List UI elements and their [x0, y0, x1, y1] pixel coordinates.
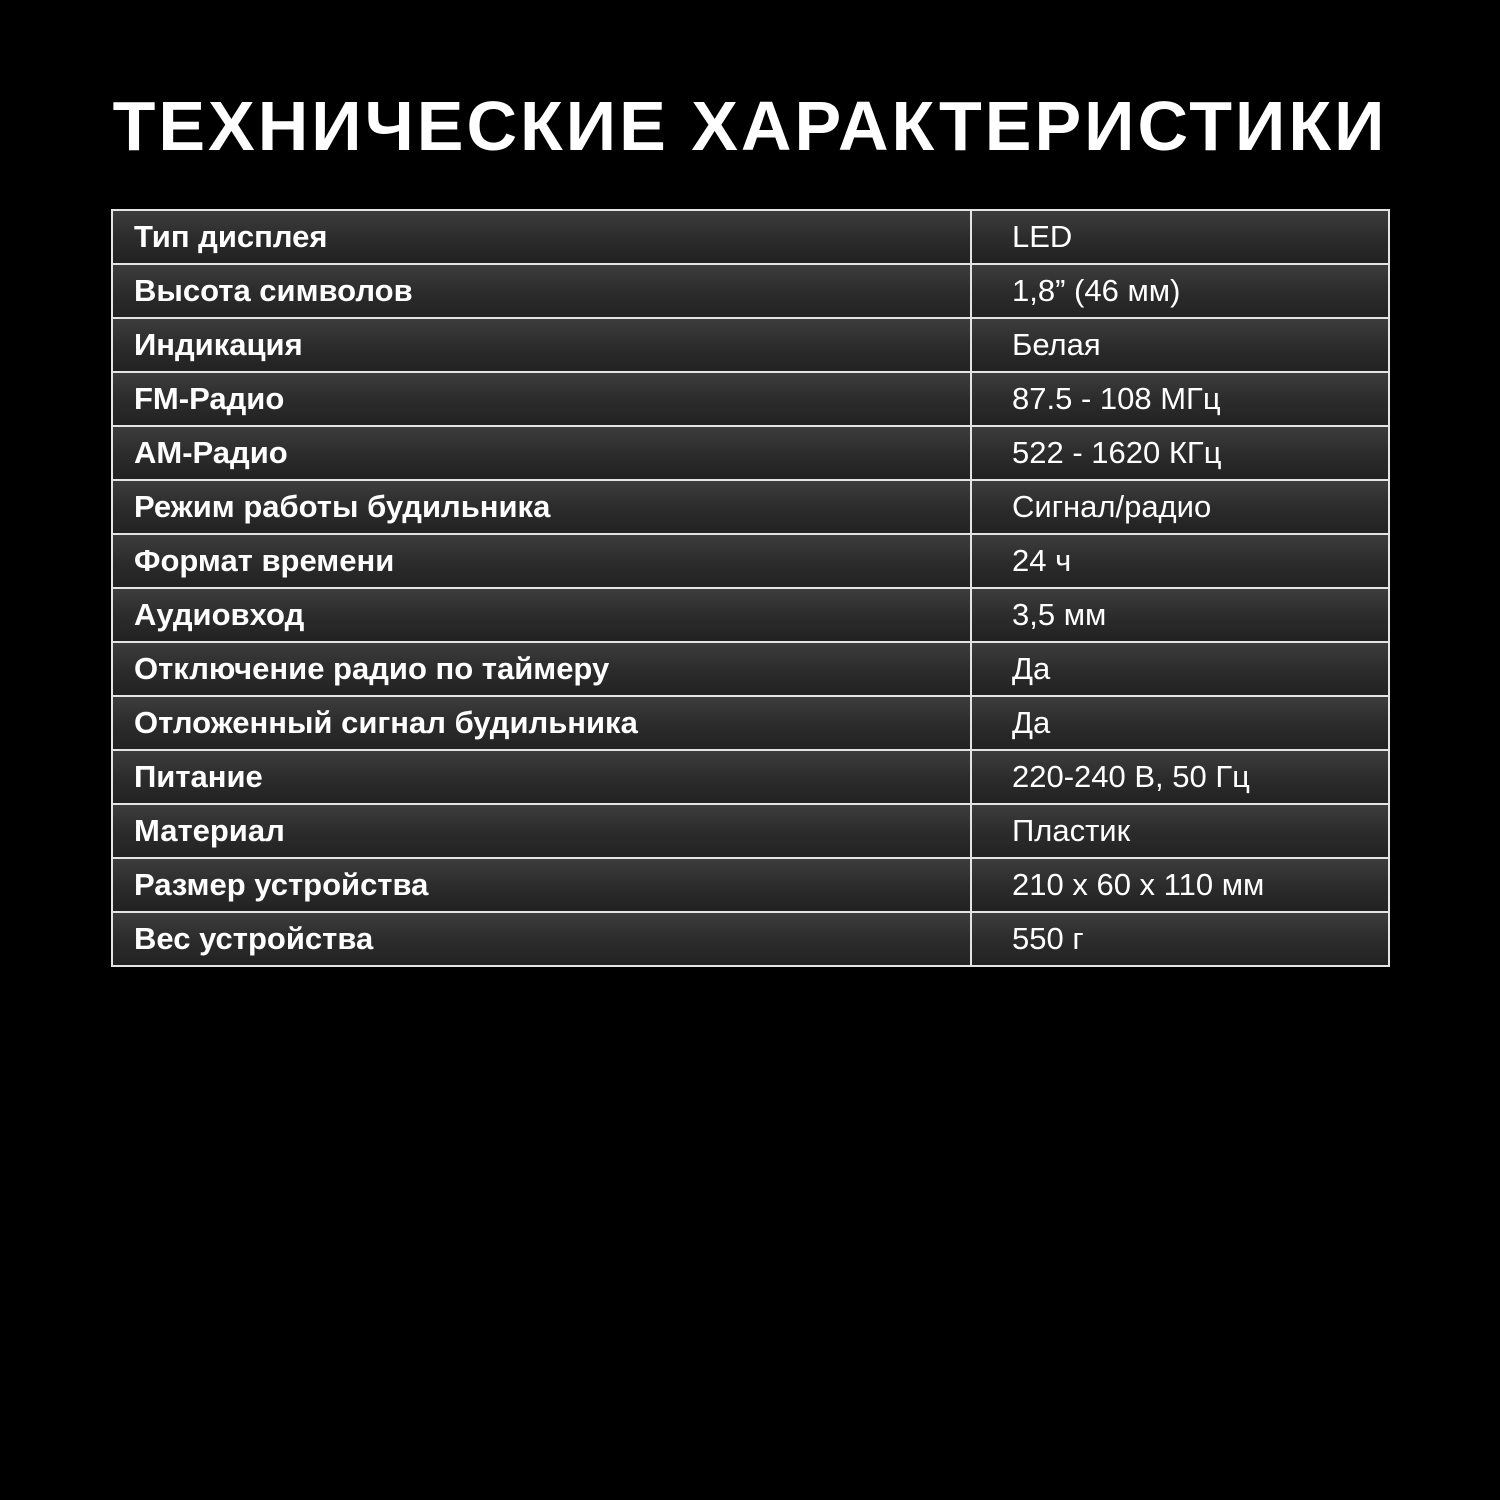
table-row: [112, 372, 1389, 426]
spec-value-indication: Белая: [971, 318, 1389, 372]
table-row: [112, 426, 1389, 480]
spec-value-device-weight: 550 г: [971, 912, 1389, 966]
spec-value-time-format: 24 ч: [971, 534, 1389, 588]
spec-value-device-size: 210 x 60 x 110 мм: [971, 858, 1389, 912]
spec-value-fm-radio: 87.5 - 108 МГц: [971, 372, 1389, 426]
table-row: [112, 804, 1389, 858]
spec-name-device-weight: Вес устройства: [112, 912, 971, 966]
spec-name-power: Питание: [112, 750, 971, 804]
spec-value-audio-input: 3,5 мм: [971, 588, 1389, 642]
table-row: [112, 912, 1389, 966]
spec-name-time-format: Формат времени: [112, 534, 971, 588]
spec-value-alarm-mode: Сигнал/радио: [971, 480, 1389, 534]
spec-value-am-radio: 522 - 1620 КГц: [971, 426, 1389, 480]
spec-value-display-type: LED: [971, 210, 1389, 264]
spec-name-device-size: Размер устройства: [112, 858, 971, 912]
table-row: [112, 318, 1389, 372]
spec-value-power: 220-240 В, 50 Гц: [971, 750, 1389, 804]
spec-name-fm-radio: FM-Радио: [112, 372, 971, 426]
spec-name-display-type: Тип дисплея: [112, 210, 971, 264]
spec-name-digit-height: Высота символов: [112, 264, 971, 318]
table-row: [112, 696, 1389, 750]
table-row: [112, 210, 1389, 264]
spec-value-digit-height: 1,8” (46 мм): [971, 264, 1389, 318]
spec-name-sleep-timer: Отключение радио по таймеру: [112, 642, 971, 696]
spec-name-material: Материал: [112, 804, 971, 858]
spec-value-snooze: Да: [971, 696, 1389, 750]
table-row: [112, 534, 1389, 588]
table-row: [112, 588, 1389, 642]
spec-name-am-radio: АМ-Радио: [112, 426, 971, 480]
page-title: ТЕХНИЧЕСКИЕ ХАРАКТЕРИСТИКИ: [112, 87, 1388, 165]
spec-name-indication: Индикация: [112, 318, 971, 372]
spec-name-audio-input: Аудиовход: [112, 588, 971, 642]
specs-table: [111, 209, 1390, 967]
table-row: [112, 264, 1389, 318]
spec-value-material: Пластик: [971, 804, 1389, 858]
spec-name-snooze: Отложенный сигнал будильника: [112, 696, 971, 750]
table-row: [112, 858, 1389, 912]
table-row: [112, 480, 1389, 534]
spec-value-sleep-timer: Да: [971, 642, 1389, 696]
table-row: [112, 750, 1389, 804]
spec-name-alarm-mode: Режим работы будильника: [112, 480, 971, 534]
table-row: [112, 642, 1389, 696]
